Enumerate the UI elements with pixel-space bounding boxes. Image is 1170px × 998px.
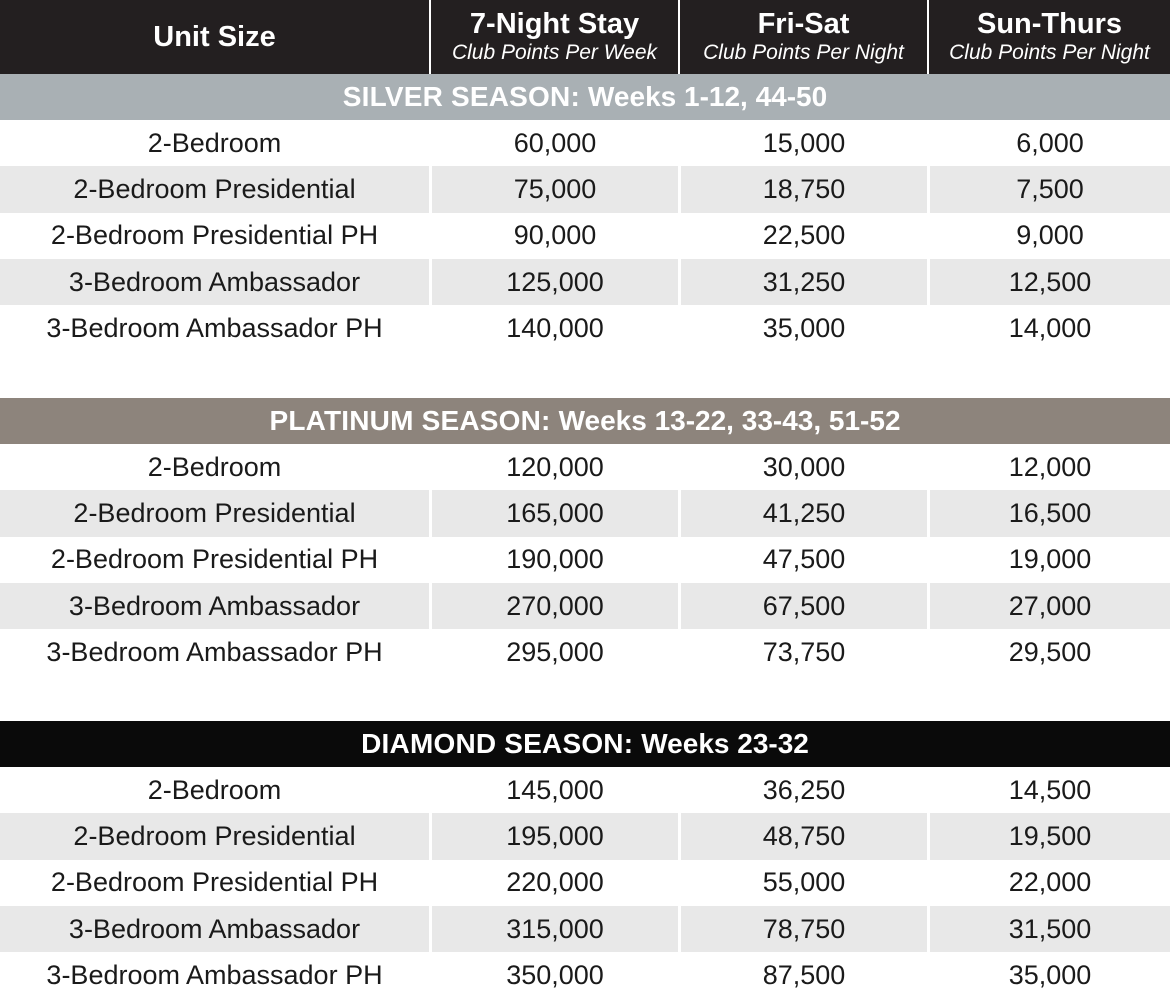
table-row [0,166,1170,212]
header-fri-sat-subtitle: Club Points Per Night [703,40,904,64]
platinum-season-name: PLATINUM SEASON: [269,405,551,436]
sun-thurs-points-cell: 12,000 [1008,451,1092,482]
header-7-night-stay [429,0,678,74]
fri-sat-points-cell: 31,250 [678,259,927,305]
unit-size-cell: 2-Bedroom Presidential PH [50,867,379,898]
silver-season-name: SILVER SEASON: [342,81,580,112]
sun-thurs-points-cell: 16,500 [927,490,1170,536]
points-per-week-cell: 75,000 [429,166,678,212]
header-sun-thurs [927,0,1170,74]
header-sun-thurs-title: Sun-Thurs [977,7,1122,40]
sun-thurs-points-cell: 27,000 [927,583,1170,629]
sun-thurs-points-cell: 14,500 [1008,774,1092,805]
unit-size-cell: 2-Bedroom Presidential [73,820,356,851]
unit-size-cell: 3-Bedroom Ambassador PH [46,636,383,667]
points-per-week-cell: 270,000 [429,583,678,629]
unit-size-cell: 2-Bedroom Presidential PH [50,544,379,575]
unit-size-cell: 2-Bedroom Presidential [73,173,356,204]
sun-thurs-points-cell: 31,500 [927,906,1170,952]
unit-size-cell: 3-Bedroom Ambassador PH [46,312,383,343]
table-row [0,120,1170,166]
fri-sat-points-cell: 55,000 [762,867,846,898]
sun-thurs-points-cell: 35,000 [1008,959,1092,990]
header-fri-sat-title: Fri-Sat [757,7,850,40]
points-per-week-cell: 90,000 [513,220,597,251]
unit-size-cell: 2-Bedroom Presidential PH [50,220,379,251]
unit-size-cell: 3-Bedroom Ambassador [68,266,361,297]
table-row [0,813,1170,859]
table-row [0,952,1170,998]
diamond-season-rows [0,767,1170,998]
silver-season-bar [0,74,1170,120]
header-unit-size [0,0,429,74]
fri-sat-points-cell: 36,250 [762,774,846,805]
fri-sat-points-cell: 48,750 [678,813,927,859]
table-row [0,583,1170,629]
points-per-week-cell: 120,000 [506,451,604,482]
sun-thurs-points-cell: 22,000 [1008,867,1092,898]
table-header [0,0,1170,74]
points-per-week-cell: 165,000 [429,490,678,536]
fri-sat-points-cell: 78,750 [678,906,927,952]
fri-sat-points-cell: 41,250 [678,490,927,536]
points-per-week-cell: 220,000 [506,867,604,898]
unit-size-cell: 3-Bedroom Ambassador [68,590,361,621]
fri-sat-points-cell: 73,750 [762,636,846,667]
silver-season-rows [0,120,1170,351]
table-row [0,444,1170,490]
points-per-week-cell: 145,000 [506,774,604,805]
table-row [0,213,1170,259]
table-row [0,906,1170,952]
sun-thurs-points-cell: 12,500 [927,259,1170,305]
diamond-season-name: DIAMOND SEASON: [361,728,634,759]
sun-thurs-points-cell: 9,000 [1016,220,1084,251]
fri-sat-points-cell: 30,000 [762,451,846,482]
fri-sat-points-cell: 87,500 [762,959,846,990]
points-per-week-cell: 190,000 [506,544,604,575]
platinum-season-weeks: Weeks 13-22, 33-43, 51-52 [558,405,901,436]
header-sun-thurs-subtitle: Club Points Per Night [949,40,1150,64]
sun-thurs-points-cell: 19,000 [1008,544,1092,575]
header-7-night-title: 7-Night Stay [469,7,640,40]
fri-sat-points-cell: 18,750 [678,166,927,212]
platinum-season-bar [0,398,1170,444]
sun-thurs-points-cell: 7,500 [927,166,1170,212]
points-per-week-cell: 60,000 [513,127,597,158]
table-row [0,490,1170,536]
table-row [0,305,1170,351]
diamond-season-weeks: Weeks 23-32 [641,728,809,759]
unit-size-cell: 2-Bedroom [147,127,282,158]
points-per-week-cell: 195,000 [429,813,678,859]
points-per-week-cell: 295,000 [506,636,604,667]
header-unit-size-label: Unit Size [153,20,276,53]
fri-sat-points-cell: 47,500 [762,544,846,575]
sun-thurs-points-cell: 14,000 [1008,312,1092,343]
sun-thurs-points-cell: 29,500 [1008,636,1092,667]
unit-size-cell: 2-Bedroom [147,774,282,805]
table-row [0,259,1170,305]
points-per-week-cell: 125,000 [429,259,678,305]
sun-thurs-points-cell: 19,500 [927,813,1170,859]
fri-sat-points-cell: 22,500 [762,220,846,251]
unit-size-cell: 3-Bedroom Ambassador PH [46,959,383,990]
silver-season-weeks: Weeks 1-12, 44-50 [588,81,828,112]
table-row [0,860,1170,906]
table-row [0,767,1170,813]
unit-size-cell: 2-Bedroom [147,451,282,482]
table-row [0,629,1170,675]
fri-sat-points-cell: 15,000 [762,127,846,158]
unit-size-cell: 2-Bedroom Presidential [73,497,356,528]
points-per-week-cell: 350,000 [506,959,604,990]
unit-size-cell: 3-Bedroom Ambassador [68,913,361,944]
table-row [0,537,1170,583]
points-per-week-cell: 140,000 [506,312,604,343]
sun-thurs-points-cell: 6,000 [1016,127,1084,158]
header-fri-sat [678,0,927,74]
header-7-night-subtitle: Club Points Per Week [451,40,658,64]
points-per-week-cell: 315,000 [429,906,678,952]
fri-sat-points-cell: 67,500 [678,583,927,629]
diamond-season-bar [0,721,1170,767]
platinum-season-rows [0,444,1170,675]
fri-sat-points-cell: 35,000 [762,312,846,343]
